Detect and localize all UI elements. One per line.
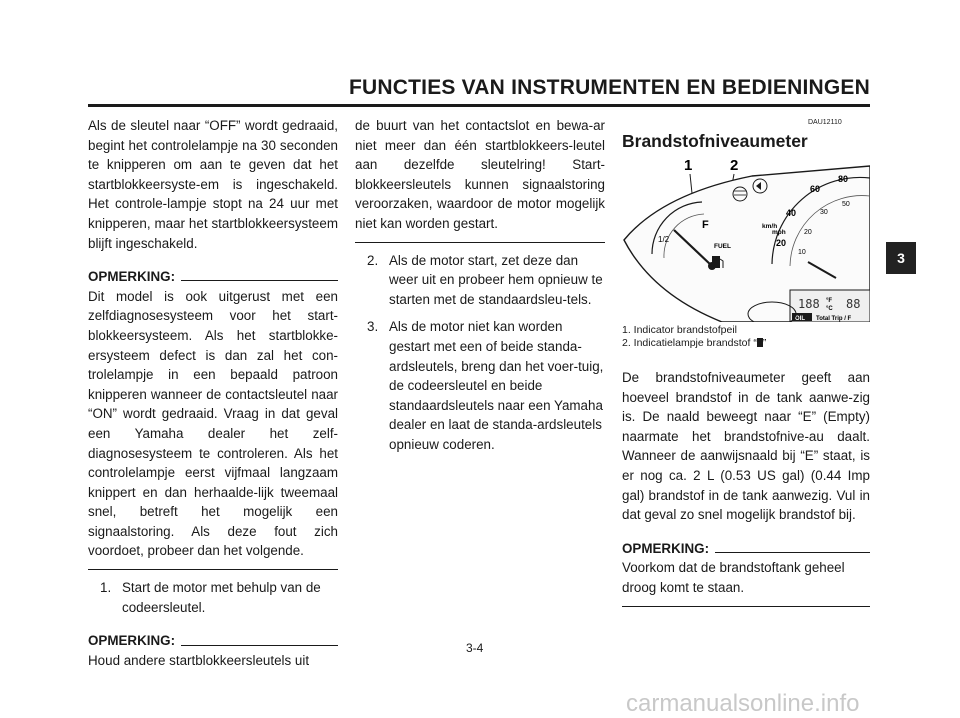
page-number: 3-4 bbox=[466, 641, 484, 655]
speed-label: 60 bbox=[810, 184, 821, 194]
fuel-gauge-figure bbox=[622, 154, 870, 322]
col2-paragraph: de buurt van het contactslot en bewa-ar niet meer dan één startblokkeers-leutel aan dezelfde sleutelring! Start-blokkeersleutels kunnen signaalstoring veroorzaken, waardoor de motor mogelijk niet kan worden gestart. bbox=[355, 118, 605, 231]
note-heading-1 bbox=[88, 267, 338, 287]
note-text-3: Voorkom dat de brandstoftank geheel droog komt te staan. bbox=[622, 560, 845, 595]
note-underline bbox=[181, 645, 338, 646]
section-code: DAU12110 bbox=[808, 119, 842, 126]
step-text: Start de motor met behulp van de codeersleutel. bbox=[122, 580, 321, 615]
lcd-oil: OIL bbox=[795, 316, 805, 322]
fuel-label: FUEL bbox=[714, 243, 731, 250]
figure-caption bbox=[622, 324, 766, 350]
note-underline bbox=[715, 552, 870, 553]
step-text: Als de motor niet kan worden gestart met een of beide standa-ardsleutels, breng dan het voer-tuig, de codeersleutel en beide standaardsleutels naar een Yamaha dealer en laat de standa-ardsleutels opnieuw coderen. bbox=[389, 319, 604, 452]
lcd-unit-f: °F bbox=[826, 298, 833, 304]
callout-1: 1 bbox=[684, 157, 693, 174]
lcd-temp: 188 bbox=[798, 297, 820, 311]
page-header-title: FUNCTIES VAN INSTRUMENTEN EN BEDIENINGEN bbox=[349, 76, 870, 99]
list-item bbox=[88, 578, 338, 617]
gauge-half-label: 1/2 bbox=[658, 235, 670, 244]
lcd-trip: Total Trip / F bbox=[816, 316, 852, 322]
section-title: Brandstofniveaumeter bbox=[622, 131, 808, 151]
header-rule bbox=[88, 104, 870, 107]
unit-mph: mph bbox=[772, 229, 786, 236]
step-number: 3. bbox=[367, 319, 379, 335]
list-item bbox=[355, 317, 605, 454]
watermark: carmanualsonline.info bbox=[626, 690, 860, 717]
speed-label: 40 bbox=[786, 208, 797, 218]
note-heading-2 bbox=[88, 631, 338, 651]
note-text-1: Dit model is ook uitgerust met een zelfdiagnosesysteem voor het start-blokkeersysteem. Als het startblokke-ersysteem defect is dan zal het con-trolelampje in een bepaald patroon knipperen wanneer de contactsleutel naar “ON” wordt gedraaid. Vraag in dat geval een Yamaha dealer het zelf-diagnosesysteem te controleren. Als het controlelampje eerst vijfmaal langzaam knippert en dan herhaalde-lijk tweemaal snel, betreft het mogelijk een signaalstoring. Als deze fout zich voordoet, probeer dan het volgende. bbox=[88, 288, 338, 559]
note-end-rule bbox=[88, 569, 338, 570]
note-label: OPMERKING: bbox=[622, 540, 710, 556]
chapter-tab: 3 bbox=[886, 242, 916, 274]
note-end-rule bbox=[622, 606, 870, 607]
callout-2: 2 bbox=[730, 157, 739, 174]
column-3 bbox=[622, 368, 870, 607]
speed-label: 80 bbox=[838, 174, 849, 184]
caption-item-2 bbox=[622, 337, 766, 350]
speed-label-inner: 20 bbox=[804, 229, 812, 236]
step-number: 1. bbox=[100, 580, 112, 596]
note-label: OPMERKING: bbox=[88, 269, 176, 285]
note-heading-3 bbox=[622, 539, 870, 559]
step-list-2 bbox=[355, 251, 605, 455]
col1-paragraph: Als de sleutel naar “OFF” wordt gedraaid, begint het controlelampje na 30 seconden te knipperen om aan te geven dat het startblokkeersyste-em is ingeschakeld. Het controle-lampje stopt na 24 uur met knipperen, maar het startblokkeersysteem blijft ingeschakeld. bbox=[88, 118, 338, 251]
note-text-2: Houd andere startblokkeersleutels uit bbox=[88, 652, 310, 668]
unit-kmh: km/h bbox=[762, 223, 778, 230]
caption-item-2-close: ” bbox=[762, 337, 767, 349]
lcd-unit-c: °C bbox=[826, 306, 833, 312]
list-item bbox=[355, 251, 605, 310]
column-2 bbox=[355, 116, 605, 455]
caption-item-2-text: 2. Indicatielampje brandstof “ bbox=[622, 337, 757, 349]
note-underline bbox=[181, 280, 338, 281]
col3-paragraph: De brandstofniveaumeter geeft aan hoeveel brandstof in de tank aanwe-zig is. De naald beweegt naar “E” (Empty) naarmate het brandstofnive-au daalt. Wanneer de aanwijsnaald bij “E” staat, is er nog ca. 2 L (0.53 US gal) (0.44 Imp gal) brandstof in de tank aanwezig. Vul in dat geval zo snel mogelijk brandstof bij. bbox=[622, 370, 870, 523]
step-text: Als de motor start, zet deze dan weer uit en probeer hem opnieuw te starten met de standaardsleu-tels. bbox=[389, 252, 603, 307]
lcd-odo: 88 bbox=[846, 297, 861, 311]
column-1 bbox=[88, 116, 338, 670]
note-label: OPMERKING: bbox=[88, 633, 176, 649]
caption-item-1: 1. Indicator brandstofpeil bbox=[622, 324, 737, 336]
speed-label: 20 bbox=[776, 238, 787, 248]
note-end-rule bbox=[355, 242, 605, 243]
gauge-f-label: F bbox=[702, 219, 709, 231]
step-list-1 bbox=[88, 578, 338, 617]
speed-label-inner: 30 bbox=[820, 209, 828, 216]
speed-label-inner: 50 bbox=[842, 201, 850, 208]
step-number: 2. bbox=[367, 252, 379, 268]
speed-label-inner: 10 bbox=[798, 249, 806, 256]
